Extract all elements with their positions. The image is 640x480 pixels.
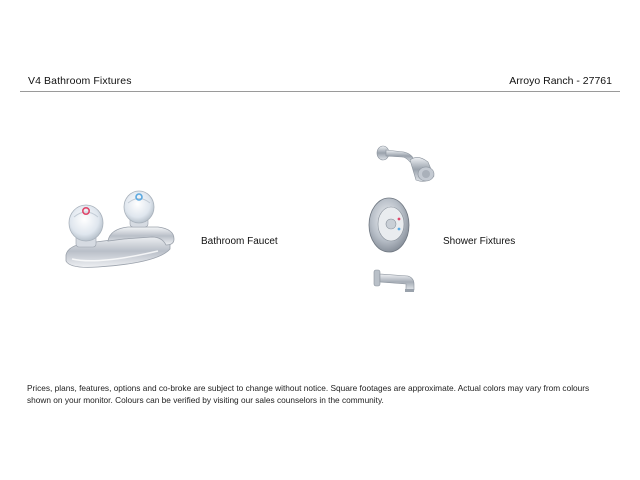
page-title: V4 Bathroom Fixtures	[28, 75, 132, 87]
bathroom-faucet-icon	[58, 185, 180, 273]
header-divider	[20, 91, 620, 92]
shower-fixtures-label: Shower Fixtures	[443, 236, 516, 247]
shower-head-icon	[374, 140, 440, 186]
page-header	[28, 75, 612, 91]
tub-spout-icon	[372, 268, 418, 296]
bathroom-faucet-label: Bathroom Faucet	[201, 236, 278, 247]
shower-valve-icon	[366, 196, 412, 254]
disclaimer-text: Prices, plans, features, options and co-broke are subject to change without notice. Square footages are approximate. Actual colors may vary from colours shown on your monitor. Colours can be verified by visiting our sales counselors in the community.	[27, 383, 590, 405]
project-name: Arroyo Ranch - 27761	[509, 75, 612, 87]
